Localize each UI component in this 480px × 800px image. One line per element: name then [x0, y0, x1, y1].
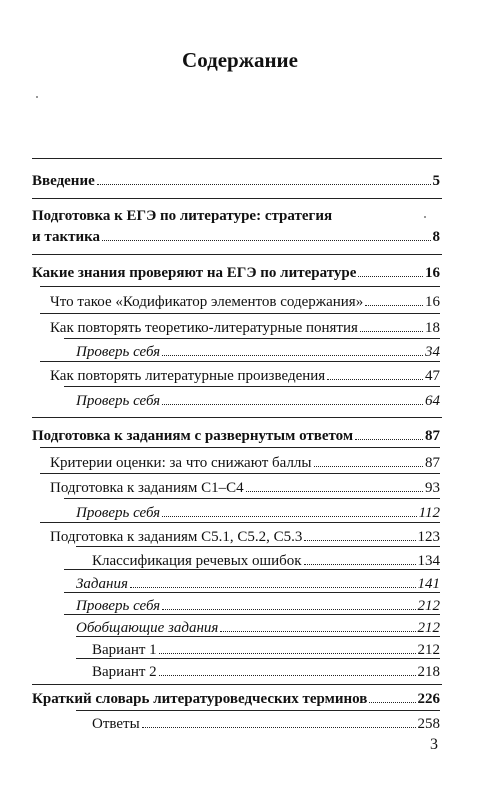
- subsection-divider: [76, 658, 440, 659]
- dot-leader: [304, 527, 415, 541]
- dot-leader: [130, 574, 416, 588]
- dot-leader: [162, 391, 423, 405]
- dot-leader: [159, 640, 416, 654]
- dot-leader: [246, 478, 423, 492]
- toc-entry-page: 64: [425, 393, 440, 409]
- toc-entry-tasks: [76, 574, 440, 593]
- dot-leader: [162, 596, 415, 610]
- toc-entry-page: 218: [417, 664, 440, 680]
- toc-entry-page: 258: [417, 716, 440, 732]
- toc-entry-label: Проверь себя: [76, 344, 161, 360]
- dot-leader: [358, 263, 423, 277]
- toc-entry-label: Что такое «Кодификатор элементов содержания»: [50, 294, 364, 310]
- toc-entry-page: 123: [417, 529, 440, 545]
- section-divider: [32, 198, 442, 199]
- toc-entry-check-2: [76, 391, 440, 410]
- toc-entry-page: 5: [432, 173, 440, 189]
- toc-entry-glossary: [32, 689, 440, 708]
- scan-speck: [424, 216, 426, 218]
- subsection-divider: [64, 386, 440, 387]
- toc-entry-page: 212: [417, 620, 440, 636]
- dot-leader: [220, 618, 415, 632]
- toc-entry-label: Классификация речевых ошибок: [92, 553, 302, 569]
- section-divider: [32, 684, 442, 685]
- section-divider: [32, 417, 442, 418]
- toc-entry-page: 87: [425, 455, 440, 471]
- toc-entry-label: Какие знания проверяют на ЕГЭ по литературе: [32, 265, 357, 281]
- toc-entry-criteria: [50, 453, 440, 472]
- toc-entry-page: 112: [418, 505, 440, 521]
- toc-entry-label: Как повторять теоретико-литературные понятия: [50, 320, 358, 336]
- toc-entry-page: 226: [417, 691, 440, 707]
- toc-entry-label: Подготовка к заданиям С5.1, С5.2, С5.3: [50, 529, 303, 545]
- toc-entry-c1-c4: [50, 478, 440, 497]
- subsection-divider: [40, 286, 440, 287]
- toc-entry-page: 47: [425, 368, 440, 384]
- page-number: 3: [430, 736, 438, 753]
- dot-leader: [304, 551, 416, 565]
- toc-entry-works: [50, 366, 440, 385]
- toc-entry-check-4: [76, 596, 440, 615]
- section-divider: [32, 254, 442, 255]
- dot-leader: [369, 689, 415, 703]
- toc-entry-label: Критерии оценки: за что снижают баллы: [50, 455, 312, 471]
- dot-leader: [102, 227, 430, 241]
- toc-entry-page: 212: [417, 598, 440, 614]
- toc-entry-label: Подготовка к заданиям с развернутым ответом: [32, 428, 354, 444]
- toc-entry-page: 93: [425, 480, 440, 496]
- toc-entry-codifier: [50, 292, 440, 311]
- toc-entry-page: 134: [417, 553, 440, 569]
- toc-entry-page: 16: [425, 265, 440, 281]
- dot-leader: [314, 453, 424, 467]
- dot-leader: [355, 426, 423, 440]
- subsection-divider: [40, 522, 440, 523]
- page-title: Содержание: [182, 48, 298, 72]
- subsection-divider: [64, 592, 440, 593]
- toc-entry-label: и тактика: [32, 229, 101, 245]
- toc-entry-c5: [50, 527, 440, 546]
- subsection-divider: [40, 313, 440, 314]
- dot-leader: [327, 366, 423, 380]
- toc-entry-check-1: [76, 342, 440, 361]
- toc-entry-label: Проверь себя: [76, 505, 161, 521]
- dot-leader: [97, 171, 431, 185]
- toc-entry-label: Краткий словарь литературоведческих терминов: [32, 691, 368, 707]
- toc-entry-summary-tasks: [76, 618, 440, 637]
- subsection-divider: [76, 636, 440, 637]
- toc-entry-label: Задания: [76, 576, 128, 592]
- subsection-divider: [64, 614, 440, 615]
- toc-entry-page: 141: [417, 576, 440, 592]
- dot-leader: [162, 342, 423, 356]
- toc-entry-theory: [50, 318, 440, 337]
- toc-entry-knowledge: [32, 263, 440, 282]
- toc-entry-label: Вариант 2: [92, 664, 157, 680]
- subsection-divider: [40, 447, 440, 448]
- toc-entry-page: 8: [432, 229, 440, 245]
- section-divider: [32, 158, 442, 159]
- toc-entry-label: Проверь себя: [76, 393, 161, 409]
- toc-entry-variant-1: [92, 640, 440, 659]
- scan-speck: [36, 96, 38, 98]
- toc-entry-page: 87: [425, 428, 440, 444]
- toc-entry-page: 16: [425, 294, 440, 310]
- dot-leader: [142, 714, 416, 728]
- toc-entry-label: Обобщающие задания: [76, 620, 219, 636]
- toc-entry-answers: [92, 714, 440, 733]
- toc-entry-check-3: [76, 503, 440, 522]
- toc-entry-label-line1: Подготовка к ЕГЭ по литературе: стратегия: [32, 208, 333, 224]
- subsection-divider: [64, 498, 440, 499]
- dot-leader: [162, 503, 416, 517]
- subsection-divider: [76, 546, 440, 547]
- toc-entry-page: 212: [417, 642, 440, 658]
- subsection-divider: [40, 361, 440, 362]
- subsection-divider: [64, 338, 440, 339]
- toc-entry-page: 18: [425, 320, 440, 336]
- subsection-divider: [40, 473, 440, 474]
- dot-leader: [365, 292, 423, 306]
- toc-entry-strategy: [32, 227, 440, 246]
- subsection-divider: [64, 569, 440, 570]
- toc-entry-label: Вариант 1: [92, 642, 157, 658]
- toc-entry-label: Ответы: [92, 716, 140, 732]
- toc-entry-label: Введение: [32, 173, 95, 189]
- toc-entry-variant-2: [92, 662, 440, 681]
- dot-leader: [159, 662, 416, 676]
- toc-entry-introduction: [32, 171, 440, 190]
- dot-leader: [360, 318, 423, 332]
- toc-entry-speech-errors: [92, 551, 440, 570]
- toc-entry-page: 34: [425, 344, 440, 360]
- toc-entry-label: Подготовка к заданиям С1–С4: [50, 480, 244, 496]
- subsection-divider: [76, 710, 440, 711]
- toc-entry-label: Как повторять литературные произведения: [50, 368, 326, 384]
- toc-entry-label: Проверь себя: [76, 598, 161, 614]
- toc-entry-extended-answer: [32, 426, 440, 445]
